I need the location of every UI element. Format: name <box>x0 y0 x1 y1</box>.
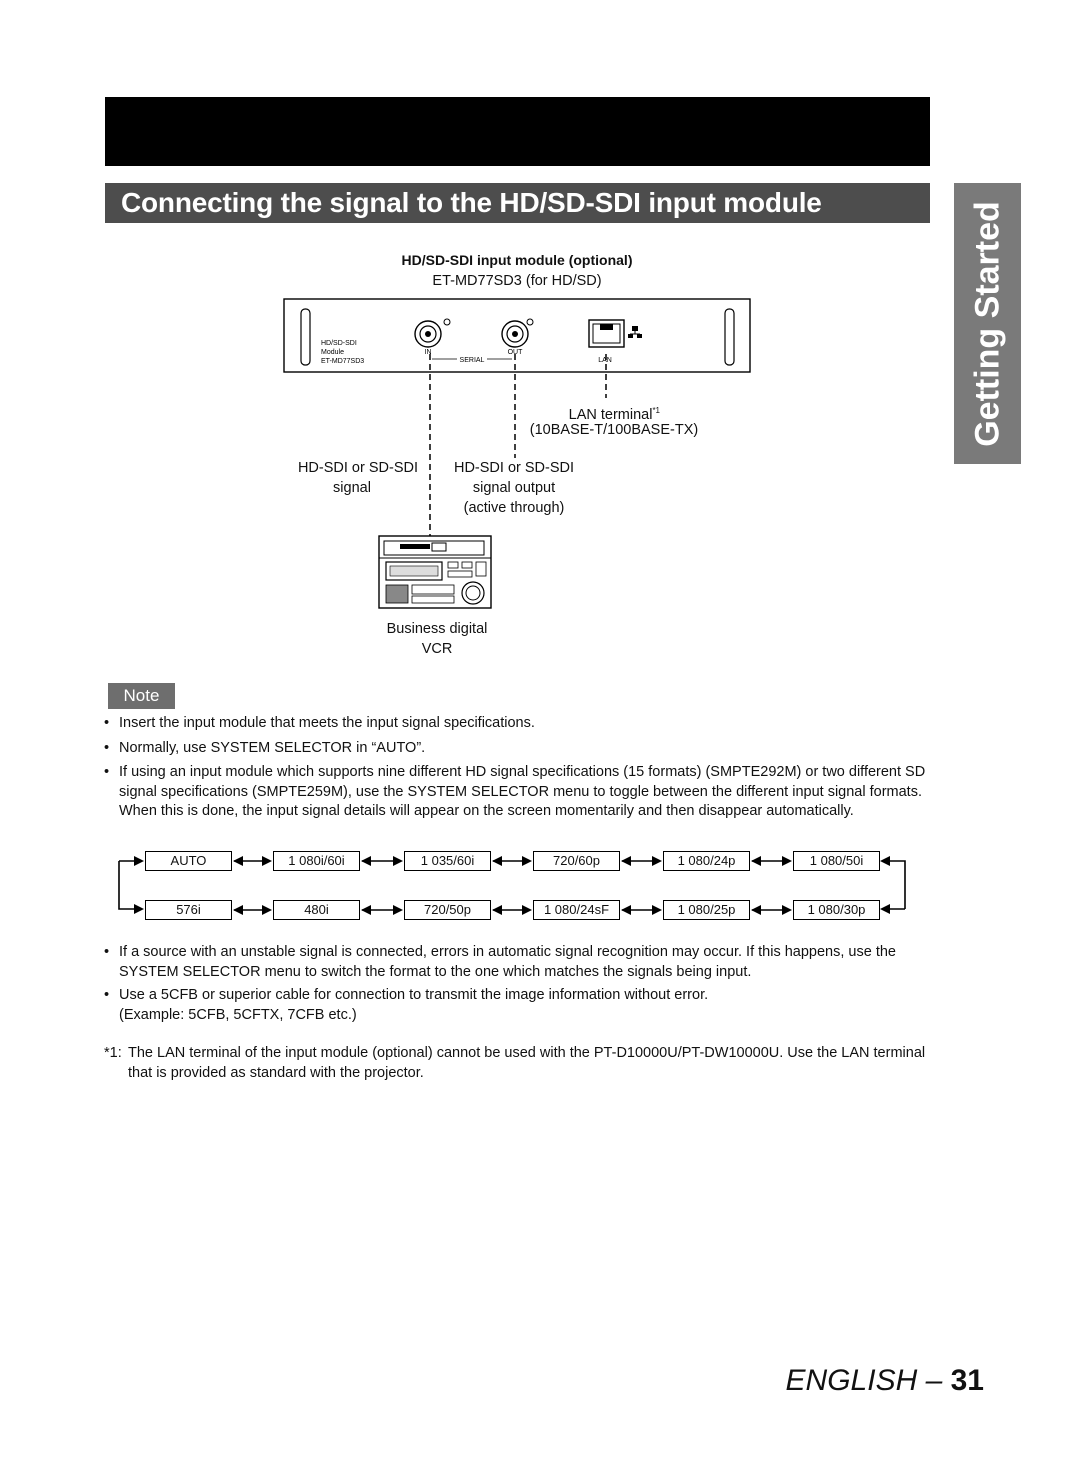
panel-label-line1: HD/SD-SDI <box>321 340 357 347</box>
arrow-head-left <box>492 856 502 866</box>
bullet-dot: • <box>104 715 110 731</box>
footer-language: ENGLISH <box>785 1364 918 1397</box>
bullet-dot: • <box>104 764 110 780</box>
bullet-text: If using an input module which supports nine different HD signal specifications (15 formats) (SMPTE292M) or two different SD signal specifications (SMPTE259M), use the SYSTEM SELECTOR menu to toggle between the different input signal formats. When this is done, the input signal details will appear on the screen momentarily and then disappear automatically. <box>119 764 926 819</box>
format-box: 1 080/50i <box>793 851 880 871</box>
panel-label-line2: Module <box>321 349 344 356</box>
format-box: 480i <box>273 900 360 920</box>
bullet-dot: • <box>104 987 110 1003</box>
arrow-head-left <box>751 856 761 866</box>
note-badge: Note <box>108 683 175 709</box>
bullet-dot: • <box>104 944 110 960</box>
page-footer <box>786 1364 984 1398</box>
footnote-mark: *1: <box>104 1045 122 1061</box>
arrow-head-left <box>621 905 631 915</box>
module-model: ET-MD77SD3 (for HD/SD) <box>432 273 602 289</box>
arrow-head-left <box>361 856 371 866</box>
input-signal-label-line2: signal <box>333 480 371 496</box>
arrow-head-left <box>233 905 243 915</box>
section-title: Connecting the signal to the HD/SD-SDI input module <box>105 183 930 223</box>
bullet-example-text: (Example: 5CFB, 5CFTX, 7CFB etc.) <box>119 1006 357 1023</box>
bullet-text: Use a 5CFB or superior cable for connection to transmit the image information without error. <box>119 987 709 1003</box>
arrow-head-left <box>621 856 631 866</box>
note-bullet-4 <box>104 943 934 982</box>
panel-lan-label: LAN <box>598 357 612 364</box>
arrow-head-left <box>492 905 502 915</box>
footer-dash: – <box>917 1364 951 1397</box>
format-box: 576i <box>145 900 232 920</box>
format-box: 1 035/60i <box>404 851 491 871</box>
panel-out-label: OUT <box>507 349 523 356</box>
arrow-head-left <box>751 905 761 915</box>
bullet-dot: • <box>104 740 110 756</box>
note-bullet-5 <box>104 986 934 1025</box>
loop-left <box>119 861 142 909</box>
output-signal-label-line2: signal output <box>472 480 556 496</box>
format-box: AUTO <box>145 851 232 871</box>
lan-spec-label: (10BASE-T/100BASE-TX) <box>529 422 699 438</box>
bullet-text: If a source with an unstable signal is connected, errors in automatic signal recognition may occur. If this happens, use the SYSTEM SELECTOR menu to switch the format to the one which matches the signals being input. <box>119 944 896 980</box>
panel-in-label: IN <box>424 349 432 356</box>
format-box: 720/50p <box>404 900 491 920</box>
panel-label-line3: ET-MD77SD3 <box>321 358 365 365</box>
lan-terminal-label: LAN terminal$^{*1}$ <box>568 406 660 423</box>
footnote <box>104 1044 934 1083</box>
page-number: 31 <box>950 1364 984 1397</box>
footnote-text: The LAN terminal of the input module (optional) cannot be used with the PT-D10000U/PT-DW10000U. Use the LAN terminal that is provided as standard with the projector. <box>128 1045 926 1081</box>
arrow-head-left <box>233 856 243 866</box>
lan-terminal-footnote-mark: *1 <box>652 406 660 415</box>
format-box: 1 080/30p <box>793 900 880 920</box>
module-title: HD/SD-SDI input module (optional) <box>401 252 633 268</box>
loop-right <box>882 861 905 909</box>
output-signal-label-line1: HD-SDI or SD-SDI <box>453 460 575 476</box>
side-tab-label: Getting Started <box>968 200 1006 447</box>
format-box: 1 080/24p <box>663 851 750 871</box>
format-box: 1 080/25p <box>663 900 750 920</box>
format-box: 1 080/24sF <box>533 900 620 920</box>
bullet-text: Insert the input module that meets the input signal specifications. <box>119 715 535 731</box>
vcr-label-line1: Business digital <box>386 621 488 637</box>
bullet-text: Normally, use SYSTEM SELECTOR in “AUTO”. <box>119 740 426 756</box>
format-box: 720/60p <box>533 851 620 871</box>
input-signal-label-line1: HD-SDI or SD-SDI <box>297 460 418 476</box>
panel-serial-label: SERIAL <box>459 357 485 364</box>
format-box: 1 080i/60i <box>273 851 360 871</box>
vcr-label-line2: VCR <box>421 641 453 657</box>
arrow-head-left <box>361 905 371 915</box>
output-signal-label-line3: (active through) <box>463 500 565 516</box>
